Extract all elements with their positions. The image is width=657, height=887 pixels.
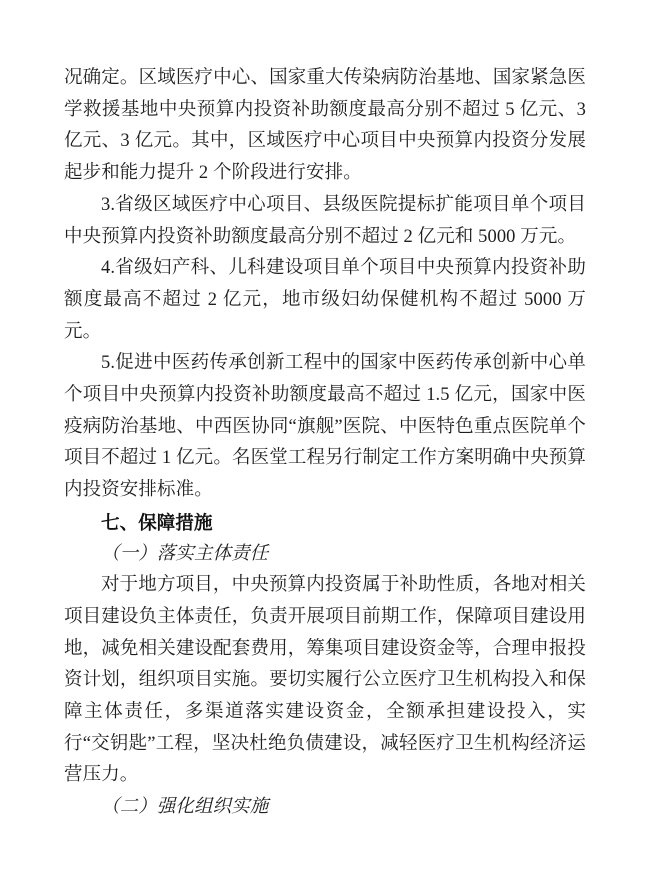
document-body xyxy=(64,63,586,824)
section-heading: 七、保障措施 xyxy=(101,511,213,533)
sub-section-heading: （一）落实主体责任 xyxy=(101,543,269,564)
body-paragraph: 况确定。区域医疗中心、国家重大传染病防治基地、国家紧急医学救援基地中央预算内投资补助额度最高分别不超过 5 亿元、3 亿元、3 亿元。其中，区域医疗中心项目中央预算内投资分发展起步和能力提升 2 个阶段进行安排。 xyxy=(64,68,586,184)
body-paragraph: 对于地方项目，中央预算内投资属于补助性质，各地对相关项目建设负主体责任，负责开展项目前期工作，保障项目建设用地，减免相关建设配套费用，筹集项目建设资金等，合理申报投资计划，组织项目实施。要切实履行公立医疗卫生机构投入和保障主体责任，多渠道落实建设资金，全额承担建设投入，实行“交钥匙”工程，坚决杜绝负债建设，减轻医疗卫生机构经济运营压力。 xyxy=(64,575,586,786)
body-paragraph: 4.省级妇产科、儿科建设项目单个项目中央预算内投资补助额度最高不超过 2 亿元，地市级妇幼保健机构不超过 5000 万元。 xyxy=(64,258,586,342)
body-paragraph: 5.促进中医药传承创新工程中的国家中医药传承创新中心单个项目中央预算内投资补助额度最高不超过 1.5 亿元，国家中医疫病防治基地、中西医协同“旗舰”医院、中医特色重点医院单个项目不超过 1 亿元。名医堂工程另行制定工作方案明确中央预算内投资安排标准。 xyxy=(64,353,586,501)
body-paragraph: 3.省级区域医疗中心项目、县级医院提标扩能项目单个项目中央预算内投资补助额度最高分别不超过 2 亿元和 5000 万元。 xyxy=(64,194,586,247)
sub-section-heading: （二）强化组织实施 xyxy=(101,797,269,818)
